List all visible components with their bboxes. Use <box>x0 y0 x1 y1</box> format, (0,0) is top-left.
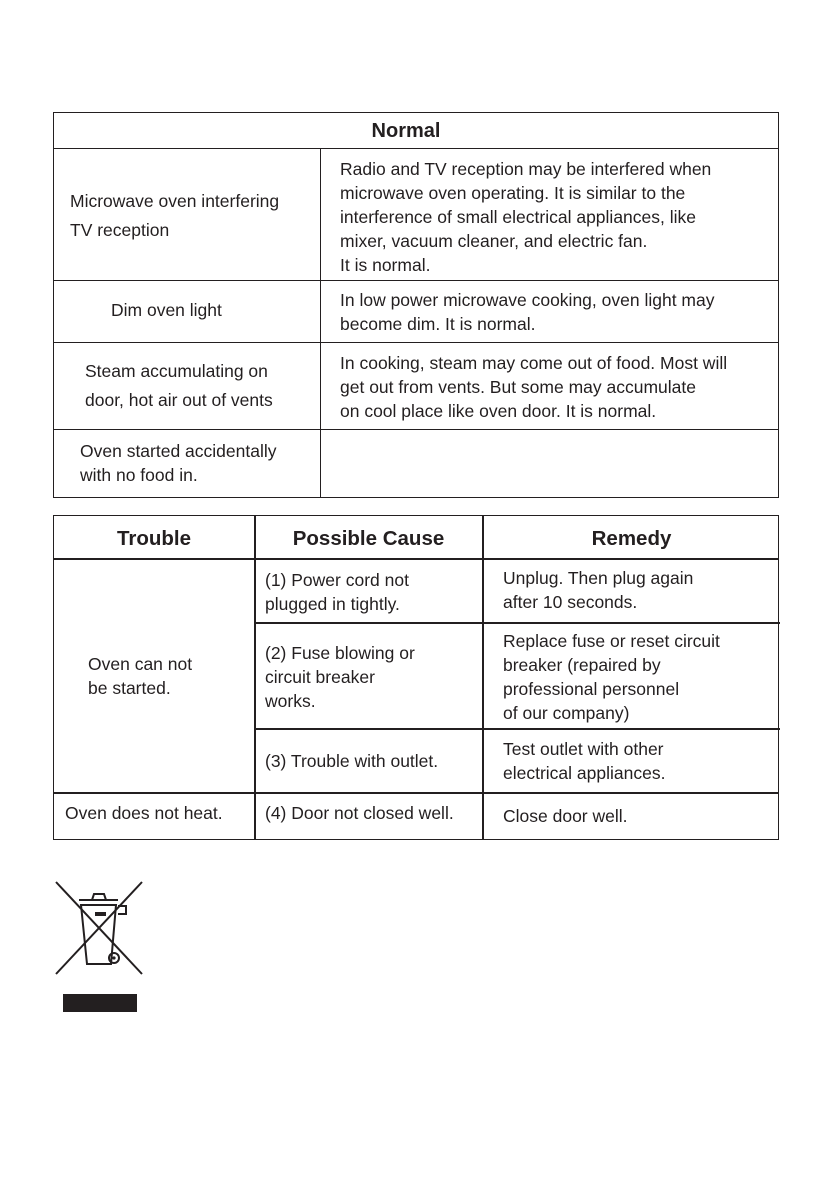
cause-text: (2) Fuse blowing or circuit breaker works. <box>265 643 415 711</box>
header-trouble: Trouble <box>116 527 192 550</box>
explanation-text: In low power microwave cooking, oven light may become dim. It is normal. <box>340 290 715 334</box>
column-divider <box>254 516 256 839</box>
remedy-text: Replace fuse or reset circuit breaker (repaired by professional personnel of our company) <box>503 631 720 723</box>
column-divider <box>482 516 484 839</box>
row-divider <box>54 792 778 794</box>
row-divider <box>254 728 780 730</box>
row-divider <box>254 622 780 624</box>
cause-text: (4) Door not closed well. <box>265 803 454 823</box>
situation-cell <box>54 343 321 429</box>
situation-text: Steam accumulating on door, hot air out of vents <box>85 361 273 410</box>
trouble-table <box>53 515 779 840</box>
explanation-cell <box>321 281 778 342</box>
situation-text: Oven started accidentally with no food in. <box>80 441 277 485</box>
situation-cell <box>54 149 321 280</box>
table-row <box>54 343 778 430</box>
normal-table <box>53 112 779 498</box>
table-row <box>54 149 778 281</box>
situation-cell <box>54 430 321 497</box>
situation-cell <box>54 281 321 342</box>
cause-text: (3) Trouble with outlet. <box>265 751 439 771</box>
table-row <box>54 430 778 497</box>
header-remedy: Remedy <box>591 527 672 550</box>
crossed-out-wheelie-bin-icon <box>52 878 146 1013</box>
header-possible-cause: Possible Cause <box>292 527 445 550</box>
explanation-cell <box>321 149 778 280</box>
remedy-text: Close door well. <box>503 806 628 826</box>
remedy-text: Test outlet with other electrical appliances. <box>503 739 666 783</box>
situation-text: Dim oven light <box>111 300 222 320</box>
trouble-text: Oven does not heat. <box>65 803 223 823</box>
remedy-text: Unplug. Then plug again after 10 seconds. <box>503 568 694 612</box>
situation-text: Microwave oven interfering TV reception <box>70 191 280 240</box>
cause-text: (1) Power cord not plugged in tightly. <box>265 570 409 614</box>
explanation-cell <box>321 343 778 429</box>
normal-table-title: Normal <box>371 120 441 142</box>
explanation-cell <box>321 430 778 497</box>
explanation-text: In cooking, steam may come out of food. Most will get out from vents. But some may accumulate on cool place like oven door. It is normal. <box>340 353 728 421</box>
normal-table-header <box>54 113 778 149</box>
trouble-text: Oven can not be started. <box>88 654 193 698</box>
explanation-text: Radio and TV reception may be interfered when microwave oven operating. It is similar to the interference of small electrical appliances, like mixer, vacuum cleaner, and electric fan. It is normal. <box>340 159 712 275</box>
table-row <box>54 281 778 343</box>
